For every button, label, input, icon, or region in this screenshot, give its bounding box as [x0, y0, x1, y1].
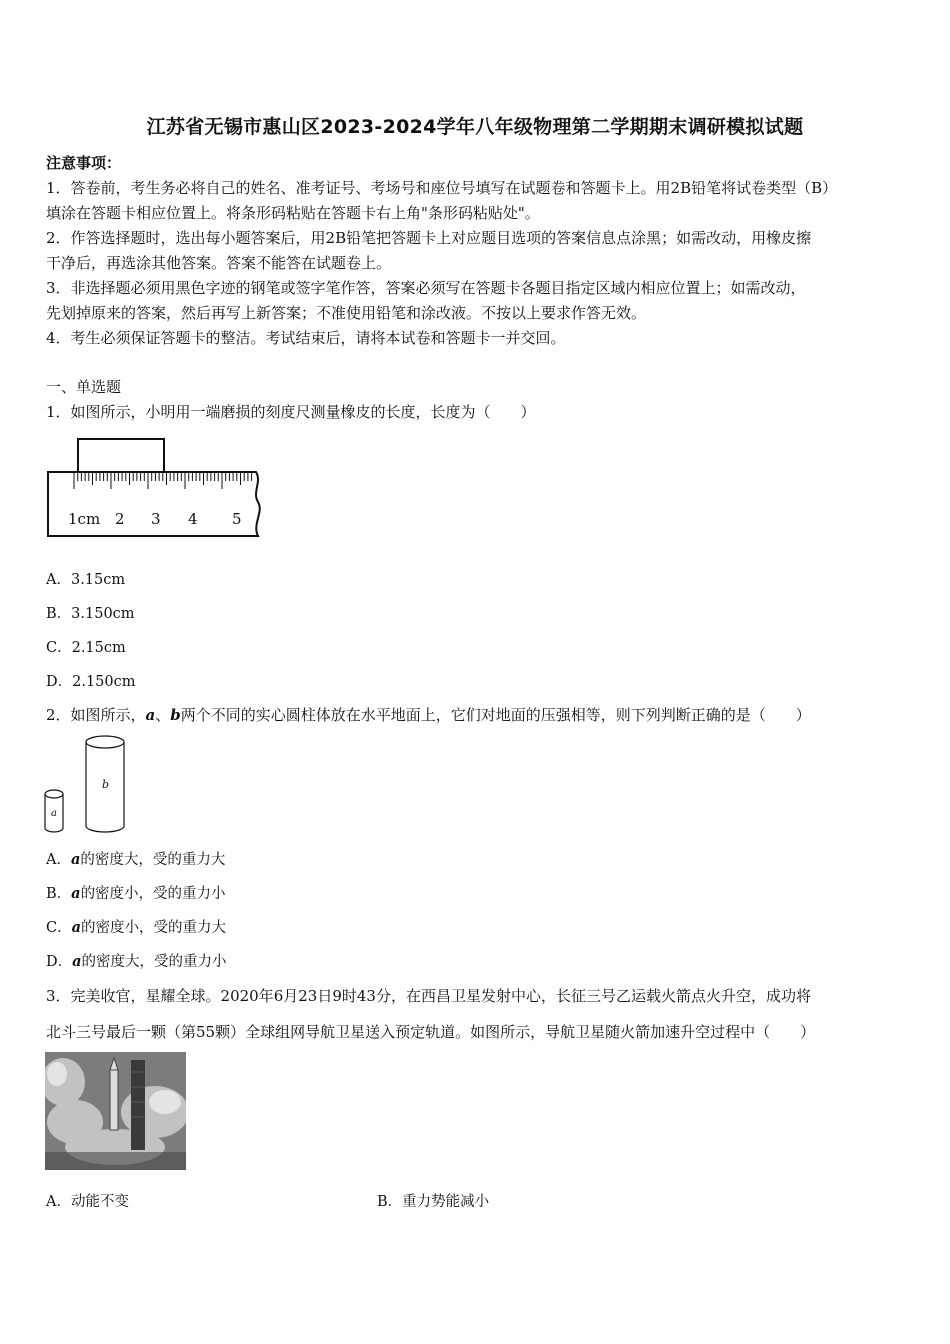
- q2-cylinders-figure: [42, 734, 132, 836]
- rocket-shape: [110, 1070, 118, 1130]
- q2-option-a[interactable]: A．a的密度大，受的重力大: [46, 851, 226, 868]
- q3-option-a[interactable]: A．动能不变: [46, 1194, 129, 1210]
- page-title: 江苏省无锡市惠山区2023-2024学年八年级物理第二学期期末调研模拟试题: [146, 116, 804, 138]
- cylinder-b-label: b: [102, 778, 110, 791]
- q1-option-d[interactable]: D．2.150cm: [46, 674, 136, 690]
- q2-option-d[interactable]: D．a的密度大，受的重力小: [46, 953, 227, 970]
- notice-line-7: 4．考生必须保证答题卡的整洁。考试结束后，请将本试卷和答题卡一并交回。: [46, 329, 566, 347]
- q3-stem-line-1: 3．完美收官，星耀全球。2020年6月23日9时43分，在西昌卫星发射中心，长征三号乙运载火箭点火升空，成功将: [46, 987, 811, 1005]
- notice-heading: 注意事项：: [46, 154, 122, 172]
- notice-line-2: 填涂在答题卡相应位置上。将条形码粘贴在答题卡右上角"条形码粘贴处"。: [46, 204, 540, 222]
- q2-option-c[interactable]: C．a的密度小，受的重力大: [46, 919, 227, 936]
- ruler-label-3: 3: [151, 510, 161, 528]
- section-heading: 一、单选题: [46, 378, 122, 396]
- q3-stem-line-2: 北斗三号最后一颗（第55颗）全球组网导航卫星送入预定轨道。如图所示，导航卫星随火箭加速升空过程中（ ）: [46, 1023, 816, 1041]
- notice-line-3: 2．作答选择题时，选出每小题答案后，用2B铅笔把答题卡上对应题目选项的答案信息点涂黑；如需改动，用橡皮擦: [46, 229, 812, 247]
- q1-stem: 1．如图所示，小明用一端磨损的刻度尺测量橡皮的长度，长度为（ ）: [46, 403, 536, 421]
- q2-stem: 2．如图所示，a、b两个不同的实心圆柱体放在水平地面上，它们对地面的压强相等，则下列判断正确的是（ ）: [46, 706, 811, 724]
- notice-line-6: 先划掉原来的答案，然后再写上新答案；不准使用铅笔和涂改液。不按以上要求作答无效。: [46, 304, 647, 322]
- ruler-label-2: 2: [115, 510, 125, 528]
- q3-option-b[interactable]: B．重力势能减小: [377, 1194, 490, 1210]
- q3-rocket-photo: [45, 1052, 186, 1170]
- q1-option-c[interactable]: C．2.15cm: [46, 640, 126, 656]
- notice-line-1: 1．答卷前，考生务必将自己的姓名、准考证号、考场号和座位号填写在试题卷和答题卡上。用2B铅笔将试卷类型（B）: [46, 179, 838, 197]
- notice-line-4: 干净后，再选涂其他答案。答案不能答在试题卷上。: [46, 254, 392, 272]
- q1-option-a[interactable]: A．3.15cm: [46, 572, 126, 588]
- ruler-label-1cm: 1cm: [68, 510, 101, 528]
- q2-option-b[interactable]: B．a的密度小，受的重力小: [46, 885, 226, 902]
- notice-line-5: 3．非选择题必须用黑色字迹的钢笔或签字笔作答，答案必须写在答题卡各题目指定区域内相应位置上；如需改动，: [46, 279, 806, 297]
- ruler-label-5: 5: [232, 510, 242, 528]
- ruler-label-4: 4: [188, 510, 198, 528]
- cylinder-a-label: a: [51, 808, 57, 819]
- q1-option-b[interactable]: B．3.150cm: [46, 606, 135, 622]
- q1-ruler-figure: [46, 436, 268, 540]
- eraser-shape: [78, 439, 164, 472]
